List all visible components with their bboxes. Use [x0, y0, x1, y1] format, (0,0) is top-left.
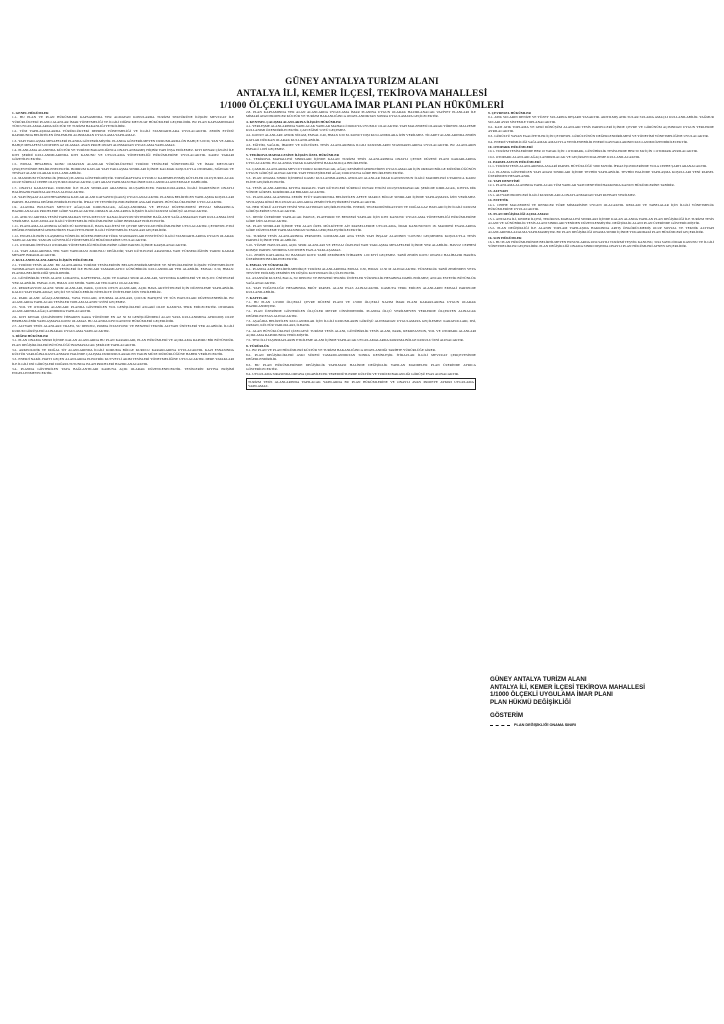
section-heading: 13- ALTYAPI — [488, 188, 508, 193]
clause-paragraph: 12.1- PLANLAMA ALANINDA YAPILACAK TÜM YAPILAR YAPI DENETİMİ HAKKINDA KANUN HÜKÜMLERİNE TABİDİR. — [488, 183, 675, 188]
legend-title-1: GÜNEY ANTALYA TURİZM ALANI — [490, 676, 587, 683]
clause-paragraph: 3.1- PLAN ONAMA SINIRI İÇİNDE KALAN ALANLARDA BU PLAN KARARLARI, PLAN HÜKÜMLERİ VE AÇIKLAMA RAPORU BİR BÜTÜNDÜR. PLAN DEĞİŞİKLİKLERİ BÜTÜNLÜĞÜ BOZMAYACAK ŞEKİLDE YAPILACAKTIR. — [12, 338, 234, 347]
clause-paragraph: 14.1- CEPHE MALZEMESİ VE RENKLER YÖRE MİMARİSİNE UYGUN OLACAKTIR. REKLAM VE TABELALAR İÇİN İLGİLİ YÖNETMELİK HÜKÜMLERİNE UYULACAKTIR. — [488, 202, 714, 211]
section-heading: 2- KULLANIM ALANLARINA İLİŞKİN HÜKÜMLER — [12, 258, 94, 263]
clause-paragraph: 8.3- BU PLAN HÜKÜMLERİNDE DEĞİŞİKLİK YAPILMASI HALİNDE DEĞİŞİKLİK YAPILAN MADDELER PLAN ÜZERİNDE AYRICA GÖSTERİLECEKTİR. — [246, 362, 476, 372]
clause-paragraph: 1.10- ATIK SU ARITMA TESİSİ YAPILMADAN VEYA MEVCUT KANALİZASYON SİSTEMİNE BAĞLANTI SAĞLANMADAN YAPI KULLANMA İZNİ VERİLMEZ. KATI ATIKLAR İLGİLİ YÖNETMELİK HÜKÜMLERİNE GÖRE BERTARAF EDİLECEKTİR. — [12, 214, 234, 223]
section-heading: 10- OTOPARK HÜKÜMLERİ — [488, 145, 533, 150]
section-heading: 3- DİĞER HÜKÜMLER — [12, 333, 48, 338]
section-heading: 4- KENTSEL ÇALIŞMA ALANLARINA İLİŞKİN HÜKÜMLER — [246, 119, 341, 124]
clause-paragraph: 5.11- ZEMİN KATLARDA SU BASMAN KOTU TABİİ ZEMİNDEN İTİBAREN 1.00 M'Yİ GEÇEMEZ. TABİİ ZEMİN KOTU ONAYLI HALİHAZIR HARİTA ÜZERİNDEN BELİRLENECEKTİR. — [246, 252, 476, 262]
clause-paragraph: 9.1- ATIK SULARIN DENİZE VE YÜZEY SULARINA DEŞARJI YASAKTIR. ARITILMIŞ ATIK SULAR SULAMA AMAÇLI KULLANILABİLİR. YAĞMUR SULARI AYRI SİSTEMLE TOPLANACAKTIR. — [488, 115, 714, 124]
clause-paragraph: 6.1- PLANDA AKSİ BELİRTİLMEDİKÇE TURİZM ALANLARINDA EMSAL 0.30, HMAX 12.50 M ALINACAKTIR. YÜKSEKLİK TABİİ ZEMİNDEN VEYA TESVİYE EDİLMİŞ ZEMİNİN EN DÜŞÜK KOTUNDAN ÖLÇÜLECEKTİR. — [246, 266, 476, 276]
clause-paragraph: 5.8- PLAN SINIRLARI İÇİNDE YER ALAN ÖZEL MÜLKİYETE AİT PARSELLERDE UYGULAMA, İMAR KANUNUNUN 18. MADDESİ ESASLARINA GÖRE DÜZENLEME YAPILMASINDAN SONRA GERÇEKLEŞTİRİLECEKTİR. — [246, 224, 476, 233]
clause-paragraph: 1.1- BU PLAN VE PLAN HÜKÜMLERİ KAPSAMINDA YER ALMAYAN KONULARDA TURİZM SEKTÖRÜNE İLİŞKİN MEVZUAT İLE YÜRÜRLÜKTEKİ PLANLI ALANLAR İMAR YÖNETMELİĞİ VE İLGİLİ DİĞER MEVZUAT HÜKÜMLERİ GEÇERLİDİR. BU PLAN KAPSAMINDAKİ TÜM UYGULAMALARDA KÜLTÜR VE TURİZM BAKANLIĞI YETKİLİDİR. — [12, 115, 234, 128]
document-title-line-2: ANTALYA İLİ, KEMER İLÇESİ, TEKİROVA MAHALLESİ — [236, 88, 488, 98]
legend-block — [490, 676, 714, 727]
clause-paragraph: 5.6- HER TÜRLÜ ALTYAPI TESİSİ YER ALTINDAN GEÇİRİLECEKTİR. ENERJİ, TELEKOMÜNİKASYON VE DOĞALGAZ HATLARI İÇİN İLGİLİ KURUM GÖRÜŞLERİNE UYULACAKTIR. — [246, 204, 476, 214]
clause-paragraph: 3.3- ENERJİ NAKİL HATTI GEÇEN ALANLARDA ELEKTRİK KUVVETLİ AKIM TESİSLERİ YÖNETMELİĞİNE UYULACAKTIR. DERE YATAKLARI İLE İLGİLİ DSİ GÖRÜŞLERİ DOĞRULTUSUNDA ISLAH PROJELERİ HAZIRLANACAKTIR. — [12, 357, 234, 366]
clause-paragraph: 5.3- PLAN ONAMA SINIRI İÇİNDEKİ KAMU KULLANIMLARINA AYRILAN ALANLAR İMAR KANUNUNUN İLGİLİ MADDELERİ UYARINCA KAMU ELİNE GEÇİRİLECEKTİR. — [246, 176, 476, 185]
clause-paragraph: 4.2- KONUT ALANLARI: AYRIK NİZAM, EMSAL 0.40, HMAX 6.50 M. KONUT DIŞI KULLANIMLARA İZİN VERİLMEZ. TİCARET ALANLARINDA ZEMİN KATLAR DÜKKAN OLARAK KULLANILABİLİR. — [246, 133, 476, 142]
clause-paragraph: 1.7- ONAYLI KADASTRAL DURUMU İLE PLAN SINIRLARI ARASINDA OLUŞABİLECEK FARKLILIKLARDA İLGİLİ İDARESİNCE ONAYLI HALİHAZIR HARİTALAR ESAS ALINACAKTIR. — [12, 185, 234, 195]
legend-item-label: PLAN DEĞİŞİKLİĞİ ONAMA SINIRI — [514, 723, 576, 728]
clause-paragraph: 1.14- YAPI ADALARINDA TEK YAPI YAPILMASI ZORUNLU DEĞİLDİR; YAPI KÜTLELERİ ARASINDA YAPI YÜKSEKLİĞİNİN YARISI KADAR MESAFE BIRAKILACAKTIR. — [12, 248, 234, 257]
legend-title-3: 1/1000 ÖLÇEKLİ UYGULAMA İMAR PLANI — [490, 691, 613, 699]
text-column-left — [12, 110, 234, 377]
legend-item — [490, 723, 714, 727]
clause-paragraph: 1.8- YAPI İNŞAAT ALANI HESABINDA KATLAR ALANI KATSAYISI (KAKS) UYGULANACAKTIR. PLANDA BELİRTİLEN YAPILAŞMA KOŞULLARI PARSEL BAZINDA DEĞERLENDİRİLECEKTİR. İFRAZ VE TEVHİD İŞLEMLERİNDE ASGARİ PARSEL BÜYÜKLÜKLERİNE UYULACAKTIR. — [12, 195, 234, 204]
dashed-boundary-line-icon — [490, 725, 510, 726]
clause-paragraph: 16.1- BU PLAN HÜKÜMLERİNDE BELİRTİLMEYEN HUSUSLARDA 2634 SAYILI TURİZMİ TEŞVİK KANUNU, 3194 SAYILI İMAR KANUNU VE İLGİLİ YÖNETMELİKLER GEÇERLİDİR. PLAN DEĞİŞİKLİĞİ ONAMA SINIRI DIŞINDA ONAYLI PLAN HÜKÜMLERİ AYNEN GEÇERLİDİR. — [488, 240, 714, 249]
clause-paragraph: 6.2- ASANSÖR KULESİ, BACA, SU DEPOSU VE BENZERİ TEKNİK ÜNİTELER YÜKSEKLİK HESABINA DAHİL EDİLMEZ; ANCAK ESTETİK BÜTÜNLÜK SAĞLANACAKTIR. — [246, 276, 476, 285]
clause-paragraph: 11.1- TURİZM TESİS ALANLARINDA ASGARİ PARSEL BÜYÜKLÜĞÜ 5000 M2'DİR. İFRAZ İŞLEMLERİNDE YOLA CEPHE ŞARTI ARANACAKTIR. — [488, 164, 708, 169]
clause-paragraph: 9.2- KATI ATIK TOPLAMA VE GERİ DÖNÜŞÜM ALANLARI TESİS PARSELLERİ İÇİNDE ÇEVRE VE GÖRÜNÜM AÇISINDAN UYGUN YERLERDE AYRILACAKTIR. — [488, 124, 714, 134]
clause-paragraph: 6.3- YAPI YOĞUNLUĞU HESABINDA BRÜT PARSEL ALANI ESAS ALINACAKTIR. KAMUYA TERK EDİLEN ALANLARIN EMSALİ PARSELDE KULLANILABİLİR. — [246, 285, 476, 295]
clause-paragraph: 5.7- DENİZ ÜZERİNDE YAPILACAK İSKELE, PLATFORM VE BENZERİ YAPILAR İÇİN KIYI KANUNU UYGULAMA YÖNETMELİĞİ HÜKÜMLERİNE GÖRE İZİN ALINACAKTIR. — [246, 214, 476, 223]
section-heading: 9- ÇEVRESEL HÜKÜMLER — [488, 111, 531, 115]
document-sheet — [10, 70, 714, 1010]
clause-paragraph: 3.2- ARKEOLOJİK VE DOĞAL SİT ALANLARINDA İLGİLİ KORUMA BÖLGE KURULU KARARLARINA UYULACAKTIR. KAZI ESNASINDA KÜLTÜR VARLIĞINA RASTLANMASI HALİNDE ÇALIŞMA DURDURULARAK EN YAKIN MÜZE MÜDÜRLÜĞÜNE HABER VERİLECEKTİR. — [12, 347, 234, 357]
section-heading: 8- YÜRÜRLÜK — [246, 343, 270, 348]
clause-paragraph: 1.13- OTOPARK İHTİYACI OTOPARK YÖNETMELİĞİ HÜKÜMLERİNE GÖRE PARSEL İÇİNDE KARŞILANACAKTIR. — [12, 243, 187, 248]
clause-paragraph: 5.5- PLANLAMA ALANINDA ZEMİN ETÜT RAPORUNDA BELİRTİLEN AFETE MARUZ BÖLGE SINIRLARI İÇİNDE YAPILAŞMAYA İZİN VERİLMEZ. SIVILAŞMA RİSKİ BULUNAN ALANLARDA ZEMİN İYİLEŞTİRMESİ YAPILACAKTIR. — [246, 195, 476, 204]
clause-paragraph: 7.4- ALAN BÜYÜKLÜKLERİ ÇİZELGESİ: TURİZM TESİS ALANI, GÜNÜBİRLİK TESİS ALANI, PARK, REKREASYON, YOL VE OTOPARK ALANLARI AÇIKLAMA RAPORUNDA VERİLMİŞTİR. — [246, 328, 476, 337]
section-heading: 11- PARSELASYON HÜKÜMLERİ — [488, 159, 541, 164]
clause-paragraph: 1.2- TÜM YAPILAŞMALARDA YÜRÜRLÜKTEKİ DEPREM YÖNETMELİĞİ VE İLGİLİ STANDARTLARA UYULACAKTIR. ZEMİN ETÜDÜ RAPORUNDA BELİRTİLEN ÖNLEMLER ALINMADAN UYGULAMA YAPILAMAZ. — [12, 129, 234, 138]
clause-paragraph: 2.6- KIYI KENAR ÇİZGİSİNDEN İTİBAREN KARA YÖNÜNDE EN AZ 50 M GENİŞLİĞİNDEKİ ALAN YAYA KULLANIMINA AYRILMIŞ OLUP HERHANGİ BİR YAPILAŞMAYA KONU OLAMAZ. BU ALANDA KIYI KANUNU HÜKÜMLERİ GEÇERLİDİR. — [12, 314, 234, 324]
clause-paragraph: 9.4- ENERJİ VERİMLİLİĞİ SAĞLAMAK AMACIYLA YENİLENEBİLİR ENERJİ KAYNAKLARININ KULLANIMI ÖZENDİRİLECEKTİR. — [488, 139, 688, 144]
clause-paragraph: 8.1- BU PLAN VE PLAN HÜKÜMLERİ KÜLTÜR VE TURİZM BAKANLIĞINCA ONAYLANDIĞI TARİHTE YÜRÜRLÜĞE GİRER. — [246, 347, 436, 352]
clause-paragraph: 1.3- YAPI YAKLAŞMA MESAFELERİ PLANDA GÖSTERİLMİŞTİR. PLANDA GÖSTERİLMEYEN DURUMLARDA ÖN BAHÇE 5.00 M, YAN VE ARKA BAHÇE MESAFESİ 5.00 M'DEN AZ OLAMAZ. AVAN PROJE ONAYI ALINMADAN UYGULAMA YAPILAMAZ. — [12, 138, 234, 148]
clause-paragraph: 1.12- ENGELLİLERİN ULAŞIMINA YÖNELİK DÜZENLEMELER TÜRK STANDARTLARI ENSTİTÜSÜ İLGİLİ STANDARTLARINA UYGUN OLARAK YAPILACAKTIR. YANGIN GÜVENLİĞİ YÖNETMELİĞİ HÜKÜMLERİNE UYULACAKTIR. — [12, 233, 234, 243]
section-heading: 1- GENEL HÜKÜMLER — [12, 111, 49, 115]
section-heading: 15- PLAN DEĞİŞİKLİĞİ AÇIKLAMASI — [488, 212, 549, 217]
clause-paragraph: 5.10- YÜZME HAVUZLARI, AÇIK SPOR ALANLARI VE PEYZAJ ÖGELERİ YAPI YAKLAŞMA MESAFELERİ İÇİNDE YER ALABİLİR. HAVUZ CEPHESİ KOMŞU PARSEL SINIRINA 3.00 M'DEN FAZLA YAKLAŞAMAZ. — [246, 243, 476, 252]
clause-paragraph: 9.3- GÜRÜLTÜ YAYAN FAALİYETLER İÇİN ÇEVRESEL GÜRÜLTÜNÜN DEĞERLENDİRİLMESİ VE YÖNETİMİ YÖNETMELİĞİNE UYULACAKTIR. — [488, 134, 709, 139]
clause-paragraph: 5.4- TESİS ALANLARINDA KIYIYA PARALEL YAPI KÜTLELERİ SÜREKLİ DUVAR ETKİSİ OLUŞTURMAYACAK ŞEKİLDE KIRILACAK, KIYIYA DİK YÖNDE GÖRSEL KORİDORLAR BIRAKILACAKTIR. — [246, 185, 476, 195]
clause-paragraph: 10.1- TURİZM TESİSLERİNDE HER 10 YATAK İÇİN 1 OTOPARK, GÜNÜBİRLİK TESİSLERDE HER 50 M2 İÇİN 1 OTOPARK AYRILACAKTIR. — [488, 149, 698, 154]
clause-paragraph: 2.4- PARK ALANI: AĞAÇLANDIRMA, YAYA YOLLARI, OTURMA ALANLARI, ÇOCUK BAHÇESİ VE SÜS HAVUZLARI DÜZENLENEBİLİR. BU ALANLARDA YAPILACAK TESİSLER TOPLAM ALANIN %5'İNİ GEÇEMEZ. — [12, 295, 234, 304]
clause-paragraph: 2.1- TURİZM TESİS ALANI: BU ALANLARDA TURİZM TESİSLERİNİN BELGELENDİRİLMESİNE VE NİTELİKLERİNE İLİŞKİN YÖNETMELİKTE TANIMLANAN KONAKLAMA TESİSLERİ İLE BUNLARI TAMAMLAYICI GÜNÜBİRLİK KULLANIMLAR YER ALABİLİR. EMSAL: 0.30, HMAX: PLANDA BELİRTİLDİĞİ ŞEKİLDEDİR. — [12, 262, 234, 276]
clause-paragraph: 8.4- UYGULAMA SIRASINDA ORTAYA ÇIKABİLECEK TEREDDÜTLERDE KÜLTÜR VE TURİZM BAKANLIĞI GÖRÜŞÜ ESAS ALINACAKTIR. — [246, 372, 459, 377]
clause-paragraph: 4.3- EĞİTİM, SAĞLIK, İBADET VE KÜLTÜREL TESİS ALANLARINDA ILGILI KURUMLARIN STANDARTLARINA UYULACAKTIR. BU ALANLARIN EMSALİ 1.00'İ GEÇEMEZ. — [246, 143, 476, 152]
clause-paragraph: 1.9- ALANDA BULUNAN MEVCUT AĞAÇLAR KORUNACAK, AĞAÇLANDIRMA VE PEYZAJ DÜZENLEMESİ PEYZAJ MİMARINCA HAZIRLANACAK PROJELERE GÖRE YAPILACAKTIR. ORMAN ALANLARINA İLİŞKİN İLGİLİ KURUM GÖRÜŞÜ ALINACAKTIR. — [12, 204, 234, 214]
clause-paragraph: 2.2- GÜNÜBİRLİK TESİS ALANI: LOKANTA, KAFETERYA, AÇIK VE KAPALI SPOR ALANLARI, SOYUNMA KABİNLERİ VE DUŞ-WC ÜNİTELERİ YER ALABİLİR. EMSAL 0.05, HMAX 4.50 M'DİR. YAPILAR TEK KATLI OLACAKTIR. — [12, 276, 234, 285]
text-column-middle — [246, 110, 476, 390]
document-title-line-1: GÜNEY ANTALYA TURİZM ALANI — [285, 76, 439, 86]
clause-paragraph: 11.2- PLANDA GÖSTERİLEN YAPI ADASI SINIRLARI İÇİNDE TEVHİD YAPILABİLİR. TEVHİD HALİNDE YAPILAŞMA KOŞULLARI YENİ PARSEL ÜZERİNDEN HESAPLANIR. — [488, 169, 714, 178]
section-heading: 7- KAYITLAR — [246, 295, 268, 300]
section-heading: 16- SON HÜKÜMLER — [488, 235, 522, 240]
clause-paragraph: 7.5- TESCİLLİ TAŞINMAZLARIN ETKİLEME ALANI İÇİNDE YAPILACAK UYGULAMALARDA KORUMA BÖLGE KURULU İZNİ ALINACAKTIR. — [246, 338, 464, 343]
clause-paragraph: 5.2- ÇAMLIK ALANLARDA MEVCUT DOKU KORUNACAK, AĞAÇ KESİMİNİ GEREKTİREN UYGULAMALAR İÇİN ORMAN BÖLGE MÜDÜRLÜĞÜNÜN UYGUN GÖRÜŞÜ ALINACAKTIR. YAPI YERLEŞİMLERİ AĞAÇ DOKUSUNA GÖRE BELİRLENECEKTİR. — [246, 166, 476, 175]
clause-paragraph: 2.3- REKREASYON ALANI: SPOR ALANLARI, PARK, ÇOCUK OYUN ALANLARI, AÇIK HAVA AKTİVİTELERİ İÇİN DÜZENLEME YAPILABİLİR. KALICI YAPI YAPILAMAZ; GEÇİCİ VE SÖKÜLEBİLİR NİTELİKTE ÜNİTELERE İZİN VERİLEBİLİR. — [12, 285, 234, 295]
clause-paragraph: 7.2- PLAN ÜZERİNDE GÖSTERİLEN ÖLÇÜLER METRE CİNSİNDENDİR. PLANDA ÖLÇÜ VERİLMEYEN YERLERDE ÖLÇEKTEN ALINACAK DEĞERLER ESAS ALINACAKTIR. — [246, 309, 476, 318]
document-title-line-3: 1/1000 ÖLÇEKLİ UYGULAMA İMAR PLANI PLAN HÜKÜMLERİ — [219, 100, 505, 110]
clause-paragraph: 15.1- ANTALYA İLİ, KEMER İLÇESİ, TEKİROVA MAHALLESİ SINIRLARI İÇİNDE KALAN ALANDA YAPILAN PLAN DEĞİŞİKLİĞİ İLE TURİZM TESİS ALANI VE GÜNÜBİRLİK TESİS ALANI SINIRLARI YENİDEN DÜZENLENMİŞTİR. DEĞİŞİKLİK ALANI PLAN ÜZERİNDE GÖSTERİLMİŞTİR. — [488, 216, 714, 225]
clause-paragraph: 5.1- TEKİROVA MAHALLESİ SINIRLARI İÇİNDE KALAN TURİZM TESİS ALANLARINDA ONAYLI ÇEVRE DÜZENİ PLANI KARARLARINA UYULACAKTIR. BU ALANDA YATAK KAPASİTESİ BAKANLIKÇA BELİRLENİR. — [246, 156, 476, 166]
section-heading: 14- ESTETİK — [488, 198, 509, 203]
clause-paragraph: 4.1- YERLEŞME ALANLARINDA YAPILACAK YAPILAR MAHALLİ DOKUYA UYUMLU OLACAKTIR. YAPI MALZEMESİ OLARAK YÖRESEL MALZEME KULLANIMI ÖZENDİRİLECEKTİR. ÇATI EĞİMİ %33'Ü GEÇEMEZ. — [246, 123, 476, 133]
clause-paragraph: 3.4- PLANDA GÖSTERİLEN YAYA BAĞLANTILARI KAMUYA AÇIK OLARAK DÜZENLENECEKTİR. TESİSLERİN KIYIYA ERİŞİMİ ENGELLENMEYECEKTİR. — [12, 367, 234, 376]
clause-paragraph: 10.2- OTOPARK ALANLARI AĞAÇLANDIRILACAK VE GEÇİRGEN MALZEME KULLANILACAKTIR. — [488, 154, 641, 159]
legend-title-4: PLAN HÜKMÜ DEĞİŞİKLİĞİ — [490, 698, 571, 706]
clause-paragraph: 1.6- MAXIMUM YÜKSEKLİK (HMAX) PLANDA GÖSTERİLMİŞTİR. TOPOĞRAFYAYA UYUMLU KADEMELENMİŞ KÜTLELER OLUŞTURULACAK OLUP SÜREKLİ CEPHE OLUŞTURULMAYACAKTIR. ÇATI ARASI YAPILMASI HALİNDE KULLANIM ALANI EMSALE DAHİLDİR. — [12, 176, 234, 185]
section-heading: 12- YAPI DENETİMİ — [488, 179, 520, 184]
clause-paragraph: 2.7- ALTYAPI TESİS ALANLARI: TRAFO, SU DEPOSU, POMPA İSTASYONU VE BENZERİ TEKNİK ALTYAPI ÜNİTELERİ YER ALABİLİR. İLGİLİ KURUM GÖRÜŞLERİ ALINARAK UYGULAMA YAPILACAKTIR. — [12, 324, 234, 333]
clause-paragraph: 8.2- PLAN DEĞİŞİKLİKLERİ ASKI SÜRESİ TAMAMLANDIKTAN SONRA KESİNLEŞİR. İTİRAZLAR İLGİLİ MEVZUAT ÇERÇEVESİNDE DEĞERLENDİRİLİR. — [246, 353, 476, 362]
clause-paragraph: 13.1- ALTYAPI PROJELERİ İLGİLİ KURUMLARCA ONAYLANMADAN YAPI RUHSATI VERİLMEZ. — [488, 193, 636, 198]
clause-paragraph: 7.3- AŞAĞIDA BELİRTİLEN KULLANIMLAR İÇİN İLGİLİ KURUMLARIN GÖRÜŞÜ ALINMADAN UYGULAMAYA GEÇİLEMEZ: KARAYOLLARI, DSİ, ORMAN, KÜLTÜR VARLIKLARI, İLBANK. — [246, 319, 476, 328]
clause-paragraph: 2.5- YOL VE OTOPARK ALANLARI: PLANDA GÖSTERİLEN YOL GENİŞLİKLERİ ASGARİ OLUP KAMUYA TERK EDİLECEKTİR. OTOPARK ALANLARINDA AĞAÇLANDIRMA YAPILACAKTIR. — [12, 305, 234, 314]
clause-paragraph: 1.5- EMSAL HESABINA KONU OLMAYAN ALANLAR YÜRÜRLÜKTEKİ TURİZM TESİSLERİ YÖNETMELİĞİ VE İMAR MEVZUATI ÇERÇEVESİNDE BELİRLENECEKTİR. BODRUM KATLAR YAPI YAKLAŞMA SINIRLARI İÇİNDE KALMAK KOŞULUYLA OTOPARK, SIĞINAK VE TESİSAT ALANI OLARAK KULLANILABİLİR. — [12, 162, 234, 175]
clause-paragraph: 7.1- BU PLAN 1/25000 ÖLÇEKLİ ÇEVRE DÜZENİ PLANI VE 1/5000 ÖLÇEKLİ NAZIM İMAR PLANI KARARLARINA UYGUN OLARAK HAZIRLANMIŞTIR. — [246, 299, 476, 309]
section-heading: 6- EMSAL VE YÜKSEKLİK — [246, 262, 289, 267]
section-heading: 5- TEKİROVA MAHALLESİNE İLİŞKİN ÖZEL HÜKÜMLER — [246, 152, 340, 157]
text-column-right — [488, 110, 714, 250]
legend-title-2: ANTALYA İLİ, KEMER İLÇESİ TEKİROVA MAHALLESİ — [490, 683, 645, 691]
legend-heading: GÖSTERİM — [490, 712, 524, 720]
clause-paragraph: 1.11- PLANLAMA ALANINDA GÜRÜLTÜ KONTROLÜ, HAVA KALİTESİ VE ÇEVRE MEVZUATI HÜKÜMLERİNE UYULACAKTIR. ÇEVRESEL ETKİ DEĞERLENDİRMESİ GEREKTİREN FAALİYETLERDE İLGİLİ YÖNETMELİK ESASLARI GEÇERLİDİR. — [12, 224, 234, 233]
clause-paragraph: 15.2- PLAN DEĞİŞİKLİĞİ İLE ALANIN TOPLAM YAPILAŞMA HAKKINDA ARTIŞ ÖNGÖRÜLMEMİŞ OLUP SOSYAL VE TEKNİK ALTYAPI ALANLARINDA AZALMA YAPILMAMIŞTIR. BU PLAN DEĞİŞİKLİĞİ ONAMA SINIRI İÇİNDE YUKARIDAKİ PLAN HÜKÜMLERİ GEÇERLİDİR. — [488, 226, 714, 235]
clause-paragraph: 2.8- PLAN KAPSAMINDA YER ALAN ALANLARDA UYGULAMA İMAR PLANINA UYGUN OLARAK HAZIRLANACAK VAZİYET PLANLARI İLE MİMARİ AVAN PROJELER KÜLTÜR VE TURİZM BAKANLIĞINCA ONAYLANDIKTAN SONRA UYGULAMAYA GEÇİLECEKTİR. — [246, 110, 476, 119]
clause-paragraph: TURİZM TESİS ALANLARINDA YAPILACAK YAPILARDA BU PLAN HÜKÜMLERİNE VE ONAYLI AVAN PROJEYE AYKIRI UYGULAMA YAPILAMAZ. — [246, 378, 476, 391]
clause-paragraph: 1.4- PLANLAMA ALANINDA KÜLTÜR VE TURİZM BAKANLIĞINCA ONAYLANMAMIŞ HİÇBİR YAPI İNŞA EDİLEMEZ. KIYI KENAR ÇİZGİSİ İLE KIYI ŞERİDİ KULLANIMLARINDA KIYI KANUNU VE UYGULAMA YÖNETMELİĞİ HÜKÜMLERİNE UYULACAKTIR. KAMU YARARI GÖZETİLECEKTİR. — [12, 148, 234, 161]
clause-paragraph: 5.9- TURİZM TESİS ALANLARINDA PERSONEL LOJMANLARI ANA TESİS YAPI İNŞAAT ALANININ %10'UNU GEÇMEMEK KOŞULUYLA TESİS PARSELİ İÇİNDE YER ALABİLİR. — [246, 233, 476, 243]
